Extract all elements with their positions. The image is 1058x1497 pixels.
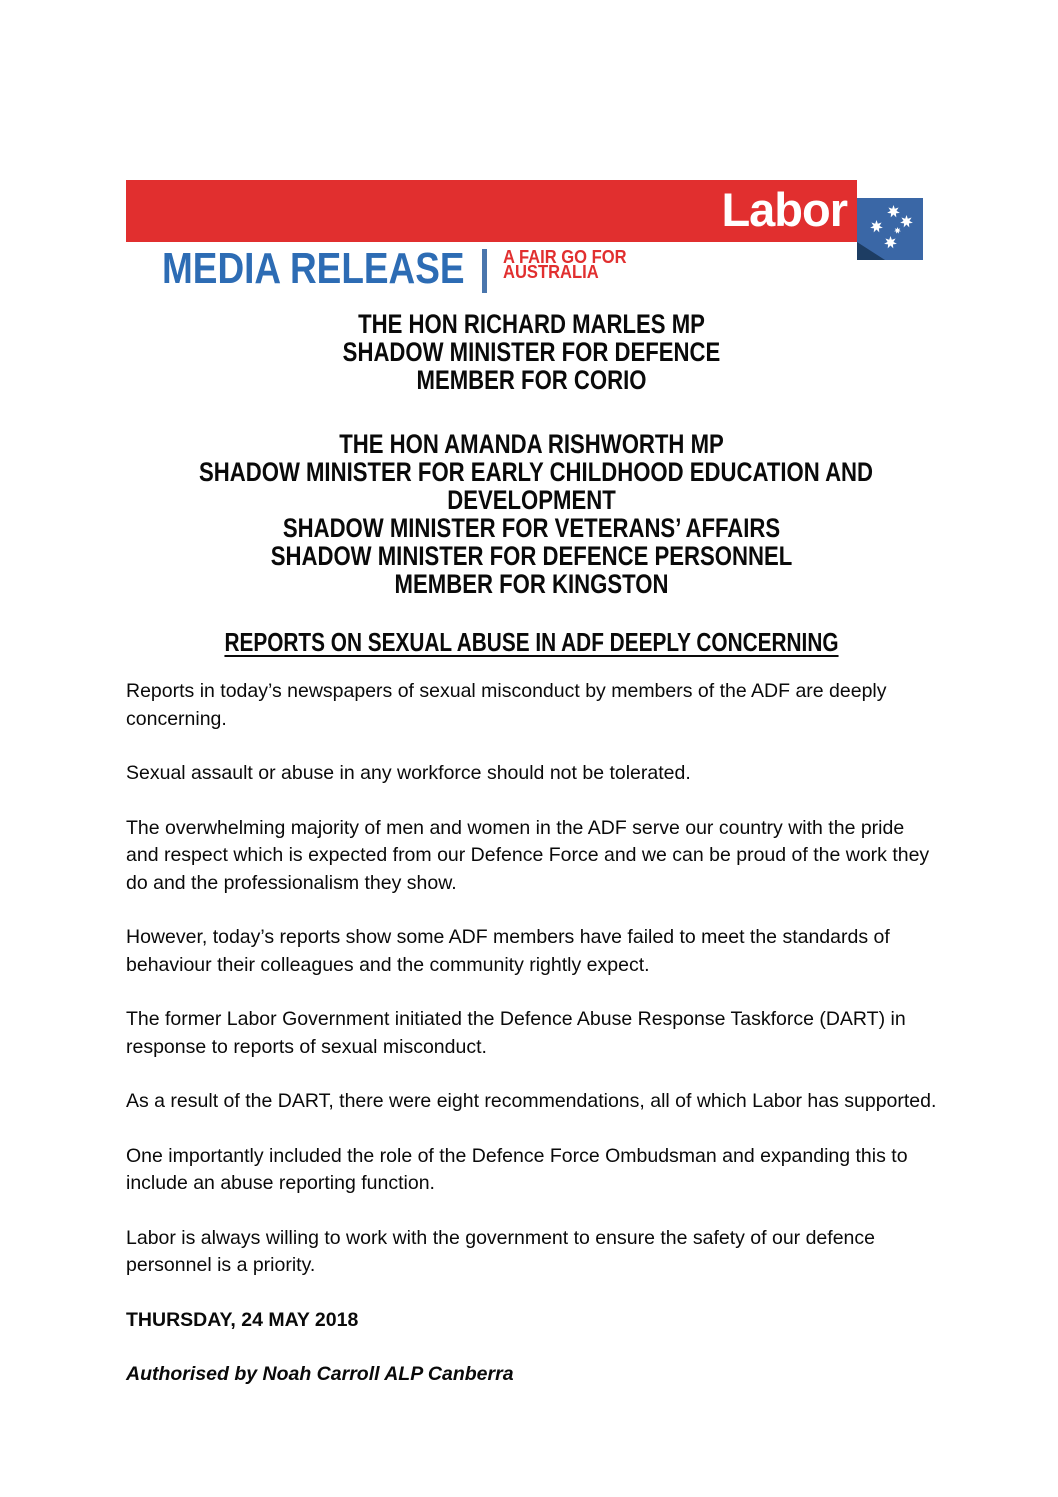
star-icon <box>870 220 883 232</box>
paragraph: As a result of the DART, there were eight recommendations, all of which Labor has supported. <box>126 1090 937 1112</box>
minister-title: SHADOW MINISTER FOR DEFENCE PERSONNEL <box>270 541 793 571</box>
paragraph: Reports in today’s newspapers of sexual misconduct by members of the ADF are deeply concerning. <box>126 680 887 730</box>
media-release-title: MEDIA RELEASE <box>162 244 465 293</box>
star-icon <box>887 205 900 217</box>
authorisation-line: Authorised by Noah Carroll ALP Canberra <box>126 1363 514 1385</box>
paragraph: Labor is always willing to work with the government to ensure the safety of our defence personnel is a priority. <box>126 1226 875 1276</box>
minister-name: THE HON AMANDA RISHWORTH MP <box>339 429 724 459</box>
minister-title: DEVELOPMENT <box>447 485 616 515</box>
star-icon <box>884 236 897 248</box>
star-icon <box>900 215 913 227</box>
release-text <box>126 678 937 1389</box>
paragraph: Sexual assault or abuse in any workforce should not be tolerated. <box>126 762 691 784</box>
minister-title: SHADOW MINISTER FOR VETERANS’ AFFAIRS <box>282 513 781 543</box>
minister-block-marles <box>199 310 864 394</box>
minister-title: SHADOW MINISTER FOR EARLY CHILDHOOD EDUCATION AND <box>198 457 874 487</box>
labor-banner <box>126 180 857 242</box>
star-icon <box>894 227 901 234</box>
document-header <box>0 0 1058 293</box>
labor-wordmark: Labor <box>721 183 847 236</box>
release-date: THURSDAY, 24 MAY 2018 <box>126 1308 359 1331</box>
release-headline: REPORTS ON SEXUAL ABUSE IN ADF DEEPLY CONCERNING <box>224 627 839 657</box>
document-body <box>0 310 1058 1389</box>
minister-block-rishworth <box>198 429 874 599</box>
paragraph: The former Labor Government initiated the Defence Abuse Response Taskforce (DART) in response to reports of sexual misconduct. <box>126 1008 906 1058</box>
minister-title: SHADOW MINISTER FOR DEFENCE <box>342 337 721 367</box>
minister-name: THE HON RICHARD MARLES MP <box>358 309 705 339</box>
masthead <box>162 246 638 293</box>
tagline-line1: A FAIR GO FOR <box>503 247 627 267</box>
paragraph: One importantly included the role of the Defence Force Ombudsman and expanding this to include an abuse reporting function. <box>126 1144 908 1194</box>
tagline <box>503 247 627 282</box>
paragraph: The overwhelming majority of men and women in the ADF serve our country with the pride and respect which is expected from our Defence Force and we can be proud of the work they do and the professionalism they show. <box>126 816 930 894</box>
tagline-line2: AUSTRALIA <box>503 262 599 282</box>
paragraph: However, today’s reports show some ADF members have failed to meet the standards of behaviour their colleagues and the community rightly expect. <box>126 926 890 976</box>
masthead-divider <box>482 249 487 293</box>
minister-electorate: MEMBER FOR KINGSTON <box>394 569 669 599</box>
minister-electorate: MEMBER FOR CORIO <box>416 365 647 395</box>
